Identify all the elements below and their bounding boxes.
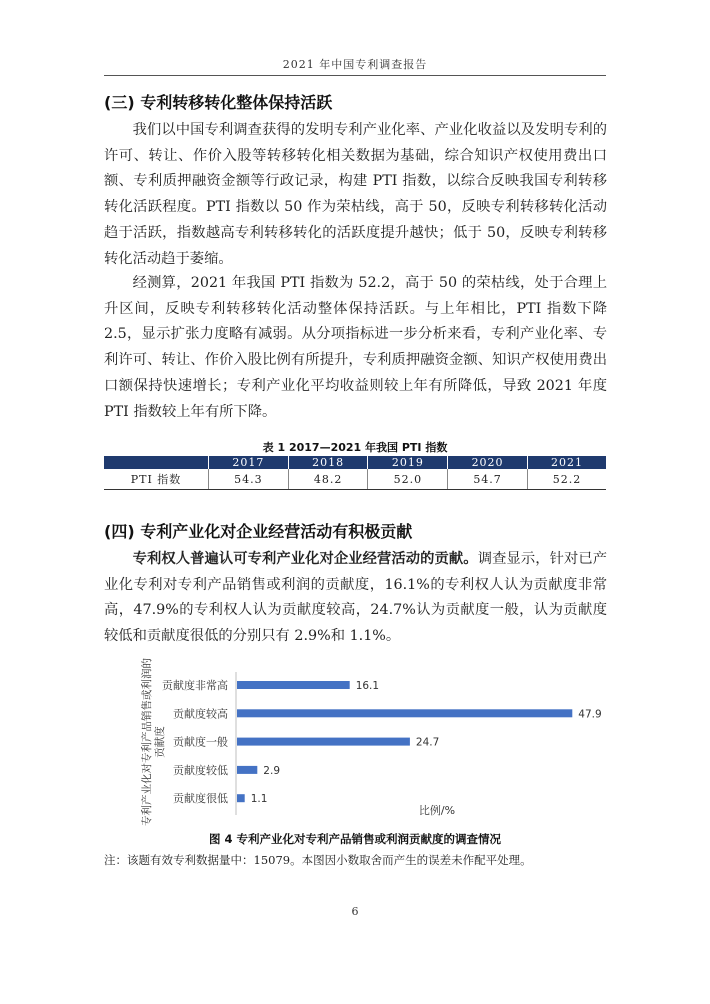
table-header-cell: 2017: [209, 456, 289, 469]
chart-bar: [237, 709, 572, 717]
table-row-label: PTI 指数: [104, 469, 209, 490]
chart-bar: [237, 681, 350, 689]
chart-bar: [237, 738, 410, 746]
chart-bar: [237, 766, 257, 774]
chart-data-label: 24.7: [415, 736, 440, 749]
section3-paragraph-2: 经测算，2021 年我国 PTI 指数为 52.2，高于 50 的荣枯线，处于合理上升区间，反映专利转移转化活动整体保持活跃。与上年相比，PTI 指数下降 2.5，显示扩张力度略有减弱。从分项指标进一步分析来看，专利产业化率、专利许可、转让、作价入股比例有所提升，专利质押融资金额、知识产权使用费出口额保持快速增长；专利产业化平均收益则较上年有所降低，导致 2021 年度 PTI 指数较上年有所下降。: [104, 275, 607, 420]
table-cell: 52.2: [527, 469, 606, 490]
table-cell: 52.0: [368, 469, 448, 490]
section4-lead-bold: 专利权人普遍认可专利产业化对企业经营活动的贡献。: [132, 551, 478, 567]
chart-data-label: 2.9: [263, 764, 281, 777]
chart-data-label: 47.9: [578, 708, 602, 721]
table-cell: 48.2: [288, 469, 368, 490]
page-number: 6: [351, 905, 359, 918]
table-header-cell: 2021: [527, 456, 606, 469]
section4-body: 调查显示，针对已产业化专利对专利产品销售或利润的贡献度，16.1%的专利权人认为贡献度非常高，47.9%的专利权人认为贡献度较高，24.7%认为贡献度一般，认为贡献度较低和贡献度很低的分别只有 2.9%和 1.1%。: [104, 551, 608, 645]
chart-bar: [237, 794, 245, 802]
chart-data-label: 16.1: [355, 680, 380, 692]
table1-caption: 表 1 2017—2021 年我国 PTI 指数: [262, 441, 448, 454]
chart-ylabel-line: 专利产业化对专利产品销售或利润的: [141, 658, 153, 826]
table-cell: 54.7: [448, 469, 528, 490]
running-head: 2021 年中国专利调查报告: [282, 58, 428, 71]
chart-category-label: 贡献度非常高: [162, 679, 228, 692]
chart-category-label: 贡献度较高: [173, 707, 228, 721]
chart-ylabel-line: 贡献度: [154, 726, 166, 758]
section3-paragraph-1: 我们以中国专利调查获得的发明专利产业化率、产业化收益以及发明专利的许可、转让、作价入股等转移转化相关数据为基础，综合知识产权使用费出口额、专利质押融资金额等行政记录，构建 PTI 指数，以综合反映我国专利转移转化活跃程度。PTI 指数以 50 作为荣枯线，高于 50，反映专利转移转化活动趋于活跃，指数越高专利转移转化的活跃度提升越快；低于 50，反映专利转移转化活动趋于萎缩。: [104, 122, 607, 267]
table-cell: 54.3: [209, 469, 289, 490]
table-header-cell: 2018: [288, 456, 368, 469]
table-header-cell: 2019: [368, 456, 448, 469]
figure4-note: 注：该题有效专利数据量中：15079。本图因小数取舍而产生的误差未作配平处理。: [104, 853, 532, 867]
section3-heading: (三) 专利转移转化整体保持活跃: [104, 93, 333, 112]
table-header-cell: 2020: [448, 456, 528, 469]
section4-heading: (四) 专利产业化对企业经营活动有积极贡献: [104, 522, 413, 541]
chart-xlabel: 比例/%: [418, 804, 456, 817]
chart-category-label: 贡献度一般: [173, 735, 228, 749]
figure4-caption: 图 4 专利产业化对专利产品销售或利润贡献度的调查情况: [208, 832, 501, 846]
chart-category-label: 贡献度很低: [173, 792, 228, 806]
chart-data-label: 1.1: [250, 793, 268, 806]
chart-category-label: 贡献度较低: [173, 763, 228, 777]
